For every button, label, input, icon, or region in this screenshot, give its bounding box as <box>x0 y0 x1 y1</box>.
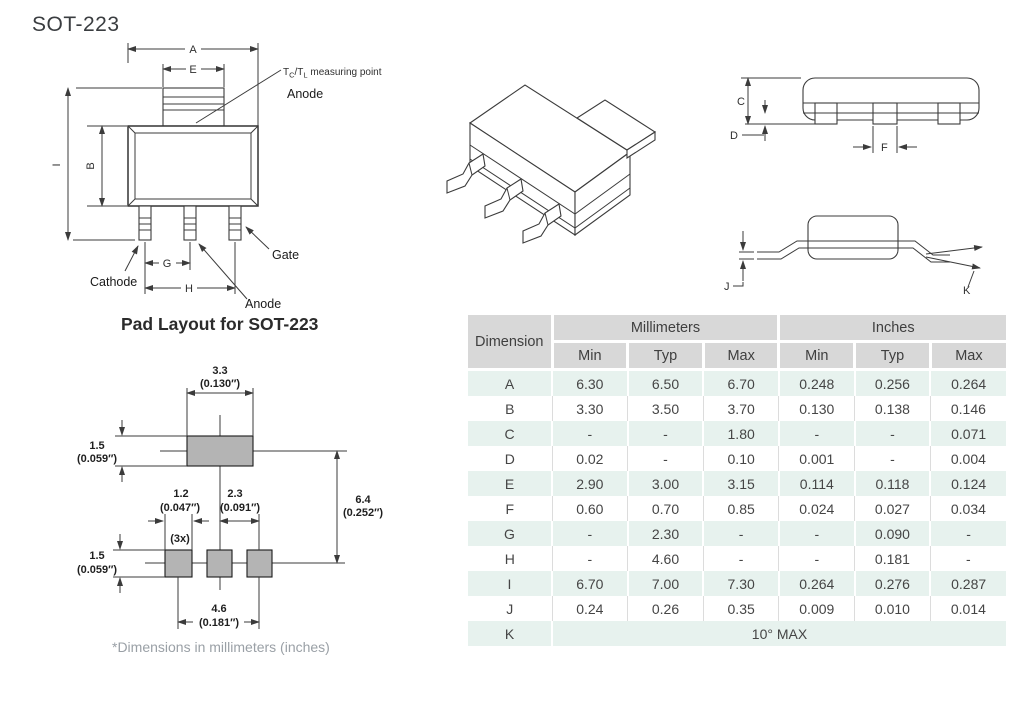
cell: 0.10 <box>703 446 779 471</box>
cell: 4.60 <box>628 546 704 571</box>
cell: 0.264 <box>930 370 1006 397</box>
dim-pad-span-horizontal <box>178 577 259 629</box>
pad-2 <box>207 550 232 577</box>
svg-text:1.5: 1.5 <box>89 440 105 452</box>
table-row-E <box>468 471 1006 496</box>
table-row-K <box>468 621 1006 646</box>
pad-layout-heading: Pad Layout for SOT-223 <box>121 314 319 334</box>
col-header-in-max: Max <box>930 342 1006 370</box>
svg-text:(0.130″): (0.130″) <box>199 378 241 390</box>
cell: 3.50 <box>628 396 704 421</box>
cell: - <box>855 446 931 471</box>
cell: 6.70 <box>703 370 779 397</box>
dim-J <box>724 231 754 293</box>
dimensions-note: *Dimensions in millimeters (inches) <box>112 639 330 655</box>
cell: 0.071 <box>930 421 1006 446</box>
cell: 0.090 <box>855 521 931 546</box>
cell: - <box>552 521 628 546</box>
cell: 2.90 <box>552 471 628 496</box>
svg-text:(0.252″): (0.252″) <box>342 507 384 519</box>
package-leads-top-view <box>139 206 241 240</box>
cell: - <box>552 546 628 571</box>
table-row-A <box>468 370 1006 397</box>
col-group-millimeters: Millimeters <box>552 315 779 342</box>
pad-3 <box>247 550 272 577</box>
cell: 0.264 <box>779 571 855 596</box>
cell: 0.130 <box>779 396 855 421</box>
cell: 0.85 <box>703 496 779 521</box>
pad-1 <box>165 550 192 577</box>
cell-dim: K <box>468 621 552 646</box>
cell-dim: H <box>468 546 552 571</box>
dim-pad-width <box>148 488 209 550</box>
dim-pad-span-vertical <box>337 451 383 563</box>
cell-dim: C <box>468 421 552 446</box>
dim-label-h: H <box>185 283 193 295</box>
cell: 0.034 <box>930 496 1006 521</box>
package-tab <box>163 88 224 126</box>
cell-dim: I <box>468 571 552 596</box>
cell: 0.26 <box>628 596 704 621</box>
table-row-F <box>468 496 1006 521</box>
dim-G <box>145 242 190 270</box>
cell: 2.30 <box>628 521 704 546</box>
cell: - <box>552 421 628 446</box>
dim-pad-pitch <box>220 488 260 550</box>
cell: 0.124 <box>930 471 1006 496</box>
cell: 0.248 <box>779 370 855 397</box>
svg-text:(0.181″): (0.181″) <box>198 617 240 629</box>
cell: - <box>779 421 855 446</box>
table-header-groups <box>468 315 1006 342</box>
svg-text:1.2: 1.2 <box>173 488 189 500</box>
col-header-mm-typ: Typ <box>628 342 704 370</box>
cell-dim: F <box>468 496 552 521</box>
cell: 0.010 <box>855 596 931 621</box>
cell: 6.50 <box>628 370 704 397</box>
col-header-dimension: Dimension <box>468 315 552 370</box>
pad-count-label: (3x) <box>170 533 190 545</box>
gate-label: Gate <box>272 248 300 262</box>
dim-label-d: D <box>730 130 738 142</box>
isometric-view <box>425 48 715 288</box>
cell: 0.114 <box>779 471 855 496</box>
dim-C <box>737 78 801 124</box>
cell: 0.287 <box>930 571 1006 596</box>
table-row-J <box>468 596 1006 621</box>
cell-dim: J <box>468 596 552 621</box>
svg-text:2.3: 2.3 <box>227 488 243 500</box>
cell: 0.024 <box>779 496 855 521</box>
cell: - <box>779 521 855 546</box>
anode-bottom-label: Anode <box>245 297 282 311</box>
table-row-I <box>468 571 1006 596</box>
cell: - <box>628 421 704 446</box>
dim-label-f: F <box>881 142 888 154</box>
table-row-H <box>468 546 1006 571</box>
col-header-in-min: Min <box>779 342 855 370</box>
side-view-jk <box>718 193 1028 305</box>
table-row-C <box>468 421 1006 446</box>
measuring-point-label: $T_C/T_L$ measuring point <box>283 67 382 80</box>
dim-label-i: I <box>51 163 63 167</box>
cell-dim: D <box>468 446 552 471</box>
cell: 3.30 <box>552 396 628 421</box>
dim-label-g: G <box>162 258 172 270</box>
cell: 0.027 <box>855 496 931 521</box>
table-row-D <box>468 446 1006 471</box>
page-title: SOT-223 <box>32 13 120 36</box>
dimension-table <box>468 315 1006 646</box>
cell: 3.00 <box>628 471 704 496</box>
cell: 7.00 <box>628 571 704 596</box>
svg-text:3.3: 3.3 <box>212 365 228 377</box>
cell: 0.02 <box>552 446 628 471</box>
dim-label-e: E <box>189 64 197 76</box>
cell: - <box>628 446 704 471</box>
gullwing-body <box>757 216 950 262</box>
side-body <box>745 78 979 124</box>
dim-label-c: C <box>737 96 745 108</box>
dim-label-a: A <box>189 44 197 56</box>
col-group-inches: Inches <box>779 315 1006 342</box>
svg-text:(0.091″): (0.091″) <box>219 502 261 514</box>
cell: 0.60 <box>552 496 628 521</box>
cell: 6.30 <box>552 370 628 397</box>
cell: 6.70 <box>552 571 628 596</box>
cell: 0.004 <box>930 446 1006 471</box>
dim-label-b: B <box>85 162 97 170</box>
svg-text:(0.059″): (0.059″) <box>76 453 118 465</box>
pad-layout-drawing <box>45 355 445 645</box>
cell: - <box>930 546 1006 571</box>
cell-dim: A <box>468 370 552 397</box>
cell: 0.138 <box>855 396 931 421</box>
dim-label-j: J <box>724 281 730 293</box>
cell: - <box>779 546 855 571</box>
cell: 0.181 <box>855 546 931 571</box>
cell-dim: E <box>468 471 552 496</box>
cell: 0.014 <box>930 596 1006 621</box>
svg-text:1.5: 1.5 <box>89 550 105 562</box>
cell: - <box>855 421 931 446</box>
dim-label-k: K <box>963 285 971 297</box>
package-body-top-view <box>128 126 258 206</box>
svg-text:6.4: 6.4 <box>355 494 371 506</box>
cell: 3.15 <box>703 471 779 496</box>
svg-text:(0.059″): (0.059″) <box>76 564 118 576</box>
svg-text:(0.047″): (0.047″) <box>159 502 201 514</box>
cell: 0.001 <box>779 446 855 471</box>
svg-text:4.6: 4.6 <box>211 603 227 615</box>
side-view-cdf <box>725 55 1025 165</box>
top-view-drawing <box>40 30 390 315</box>
dim-B <box>85 126 127 206</box>
col-header-mm-min: Min <box>552 342 628 370</box>
dim-E <box>163 62 224 87</box>
dim-F <box>853 126 917 154</box>
cell-dim: B <box>468 396 552 421</box>
cell: 0.146 <box>930 396 1006 421</box>
cathode-label: Cathode <box>90 275 138 289</box>
cell: 7.30 <box>703 571 779 596</box>
cell: 0.118 <box>855 471 931 496</box>
cell: 0.24 <box>552 596 628 621</box>
cell: 1.80 <box>703 421 779 446</box>
col-header-mm-max: Max <box>703 342 779 370</box>
cell-span: 10° MAX <box>552 621 1006 646</box>
cell-dim: G <box>468 521 552 546</box>
cell: 3.70 <box>703 396 779 421</box>
cell: 0.35 <box>703 596 779 621</box>
tab-pad <box>187 436 253 466</box>
cell: - <box>703 546 779 571</box>
table-row-B <box>468 396 1006 421</box>
anode-top-label: Anode <box>287 87 324 101</box>
col-header-in-typ: Typ <box>855 342 931 370</box>
cell: 0.276 <box>855 571 931 596</box>
cell: 0.70 <box>628 496 704 521</box>
cell: - <box>930 521 1006 546</box>
table-row-G <box>468 521 1006 546</box>
cell: 0.256 <box>855 370 931 397</box>
cell: - <box>703 521 779 546</box>
cell: 0.009 <box>779 596 855 621</box>
